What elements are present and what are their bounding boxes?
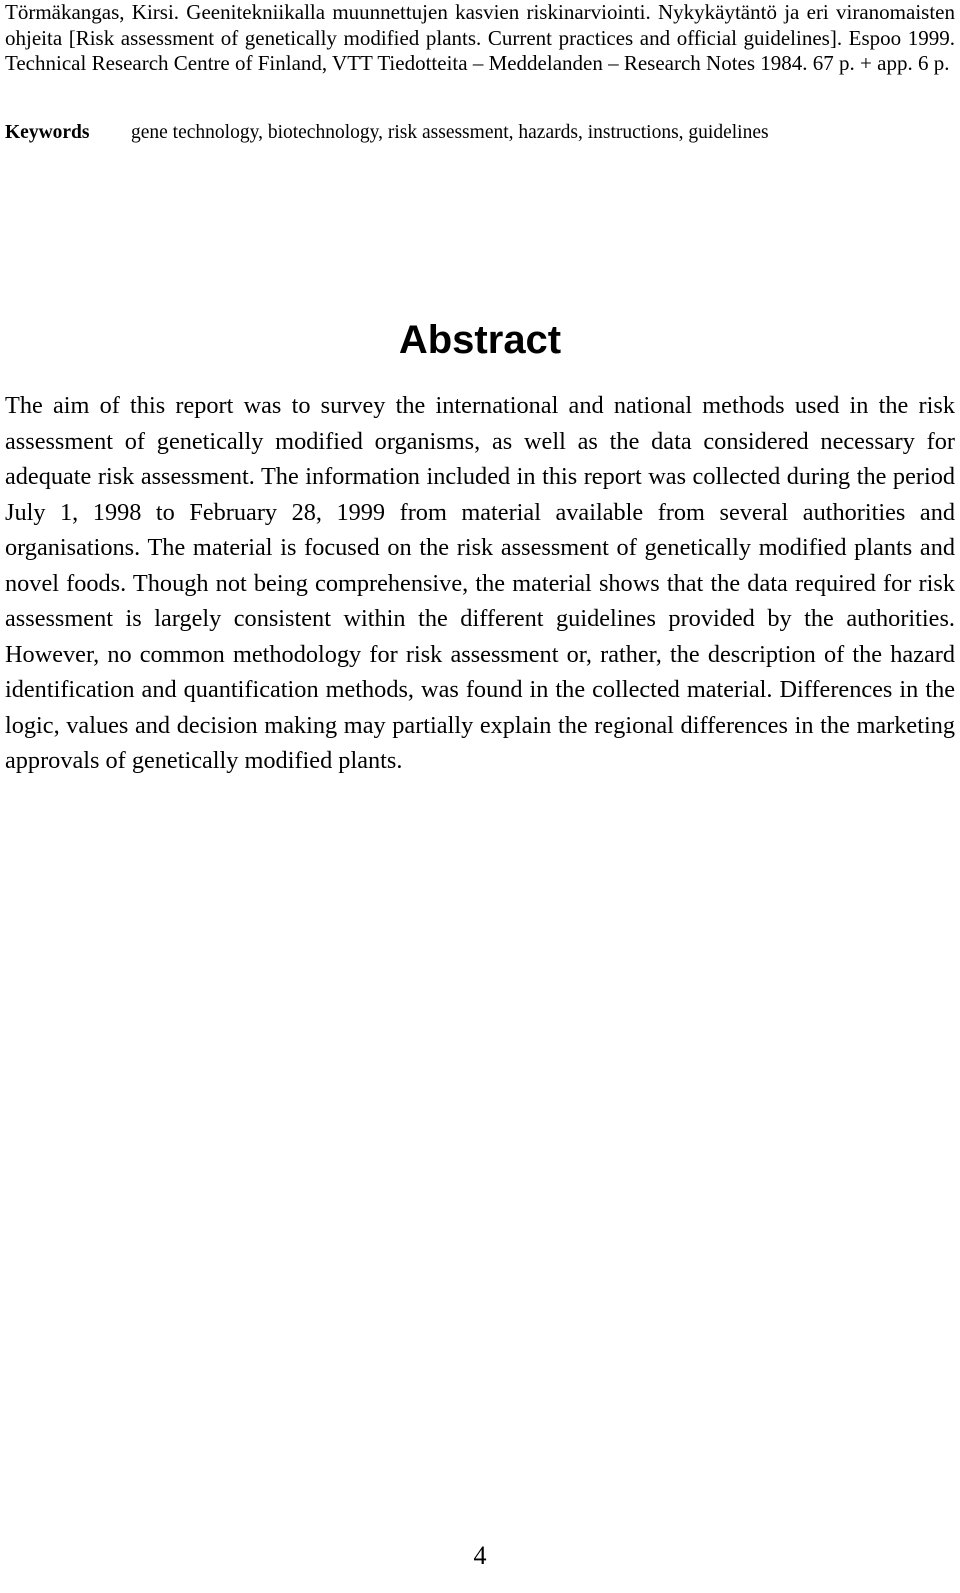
- keywords-row: [5, 120, 955, 145]
- abstract-heading: Abstract: [398, 318, 562, 362]
- bibliographic-citation: Törmäkangas, Kirsi. Geenitekniikalla muunnettujen kasvien riskinarviointi. Nykykäytäntö ja eri viranomaisten ohjeita [Risk assessment of genetically modified plants. Current practices and official guidelines]. Espoo 1999. Technical Research Centre of Finland, VTT Tiedotteita – Meddelanden – Research Notes 1984. 67 p. + app. 6 p.: [5, 0, 955, 75]
- keywords-label: Keywords: [5, 122, 90, 143]
- abstract-body: The aim of this report was to survey the international and national methods used in the risk assessment of genetically modified organisms, as well as the data considered necessary for adequate risk assessment. The information included in this report was collected during the period July 1, 1998 to February 28, 1999 from material available from several authorities and organisations. The material is focused on the risk assessment of genetically modified plants and novel foods. Though not being comprehensive, the material shows that the data required for risk assessment is largely consistent within the different guidelines provided by the authorities. However, no common methodology for risk assessment or, rather, the description of the hazard identification and quantification methods, was found in the collected material. Differences in the logic, values and decision making may partially explain the regional differences in the marketing approvals of genetically modified plants.: [5, 392, 955, 774]
- page-number: 4: [473, 1541, 487, 1570]
- keywords-value: gene technology, biotechnology, risk assessment, hazards, instructions, guidelines: [131, 122, 769, 143]
